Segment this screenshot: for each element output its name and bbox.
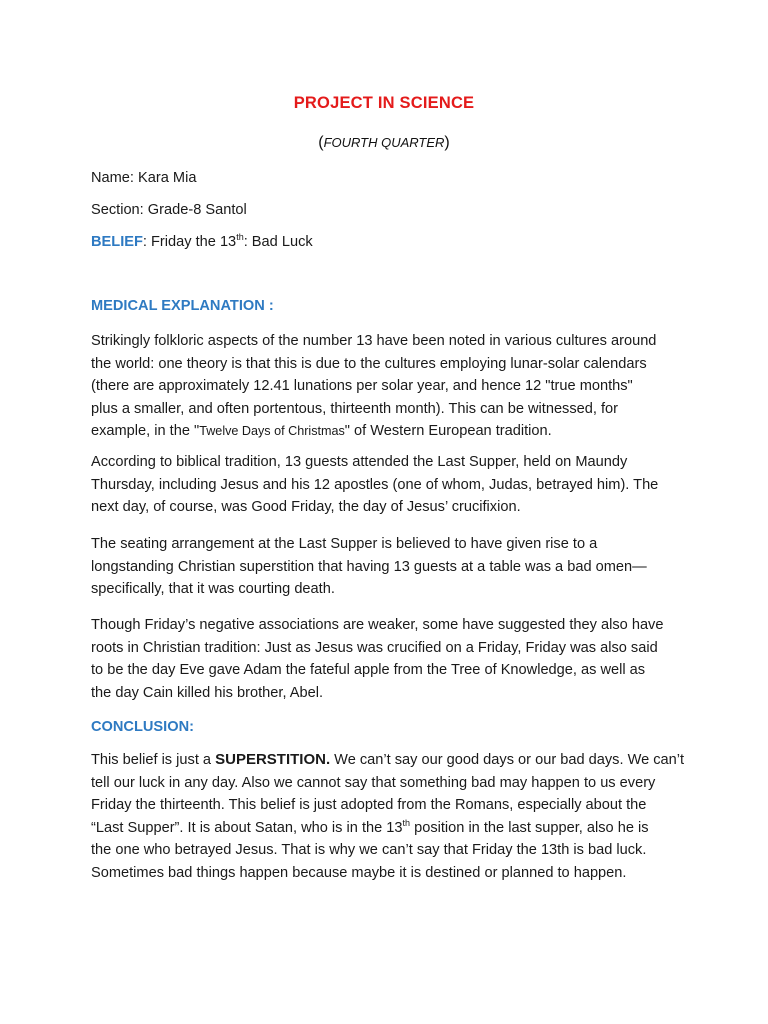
medical-heading: MEDICAL EXPLANATION : bbox=[91, 298, 274, 314]
page-subtitle bbox=[0, 134, 768, 152]
belief-label: BELIEF bbox=[91, 234, 143, 250]
paragraph-line: The seating arrangement at the Last Supper is believed to have given rise to a bbox=[91, 536, 598, 552]
paragraph-line: longstanding Christian superstition that having 13 guests at a table was a bad omen— bbox=[91, 558, 647, 575]
p1-last-a: example, in the " bbox=[91, 423, 200, 439]
paragraph-line: the world: one theory is that this is due to the cultures employing lunar-solar calendars bbox=[91, 355, 647, 372]
twelve-days-title: Twelve Days of Christmas bbox=[199, 424, 345, 438]
conclusion-heading: CONCLUSION: bbox=[91, 719, 194, 735]
medical-paragraph-4 bbox=[91, 614, 691, 704]
paragraph-line bbox=[91, 749, 691, 772]
conclusion-superscript: th bbox=[402, 817, 411, 828]
conclusion-l1-b: We can’t say our good days or our bad days. We can’t bbox=[330, 752, 685, 768]
medical-paragraph-2 bbox=[91, 451, 691, 519]
conclusion-paragraph bbox=[91, 749, 691, 884]
paragraph-line: roots in Christian tradition: Just as Jesus was crucified on a Friday, Friday was also said bbox=[91, 639, 658, 656]
belief-superscript: th bbox=[236, 232, 244, 243]
paragraph-line: (there are approximately 12.41 lunations per solar year, and hence 12 "true months" bbox=[91, 378, 633, 394]
paragraph-line: According to biblical tradition, 13 guests attended the Last Supper, held on Maundy bbox=[91, 454, 628, 470]
paragraph-line: Though Friday’s negative associations are weaker, some have suggested they also have bbox=[91, 617, 664, 633]
paragraph-line: to be the day Eve gave Adam the fateful apple from the Tree of Knowledge, as well as bbox=[91, 662, 646, 678]
paragraph-line: tell our luck in any day. Also we cannot say that something bad may happen to us every bbox=[91, 774, 656, 791]
paragraph-line: the one who betrayed Jesus. That is why we can’t say that Friday the 13th is bad luck. bbox=[91, 842, 647, 858]
paragraph-line: Friday the thirteenth. This belief is just adopted from the Romans, especially about the bbox=[91, 797, 647, 813]
page-title: PROJECT IN SCIENCE bbox=[293, 94, 475, 112]
paragraph-line: the day Cain killed his brother, Abel. bbox=[91, 684, 324, 701]
paragraph-line: specifically, that it was courting death. bbox=[91, 581, 335, 597]
paragraph-line: Strikingly folkloric aspects of the number 13 have been noted in various cultures around bbox=[91, 333, 657, 349]
student-name: Name: Kara Mia bbox=[91, 170, 197, 186]
paragraph-line bbox=[91, 817, 691, 840]
p1-last-b: " of Western European tradition. bbox=[344, 423, 552, 439]
medical-paragraph-1 bbox=[91, 330, 691, 443]
paragraph-line: Thursday, including Jesus and his 12 apostles (one of whom, Judas, betrayed him). The bbox=[91, 476, 659, 493]
conclusion-l4-a: “Last Supper”. It is about Satan, who is in the 13 bbox=[91, 819, 403, 836]
subtitle-open-paren: ( bbox=[318, 134, 324, 151]
belief-text-a: : Friday the 13 bbox=[142, 234, 237, 250]
medical-paragraph-3 bbox=[91, 533, 691, 601]
superstition-word: SUPERSTITION. bbox=[215, 751, 331, 768]
belief-text-b: : Bad Luck bbox=[243, 234, 313, 250]
belief-line bbox=[91, 234, 313, 250]
student-section: Section: Grade-8 Santol bbox=[91, 202, 247, 218]
paragraph-line bbox=[91, 420, 691, 443]
paragraph-line: plus a smaller, and often portentous, thirteenth month). This can be witnessed, for bbox=[91, 400, 619, 417]
paragraph-line: next day, of course, was Good Friday, the day of Jesus’ crucifixion. bbox=[91, 499, 521, 515]
subtitle-close-paren: ) bbox=[444, 134, 450, 151]
paragraph-line: Sometimes bad things happen because maybe it is destined or planned to happen. bbox=[91, 864, 627, 881]
conclusion-l1-a: This belief is just a bbox=[91, 752, 216, 768]
subtitle-quarter: FOURTH QUARTER bbox=[323, 135, 445, 150]
conclusion-l4-b: position in the last supper, also he is bbox=[410, 819, 649, 836]
